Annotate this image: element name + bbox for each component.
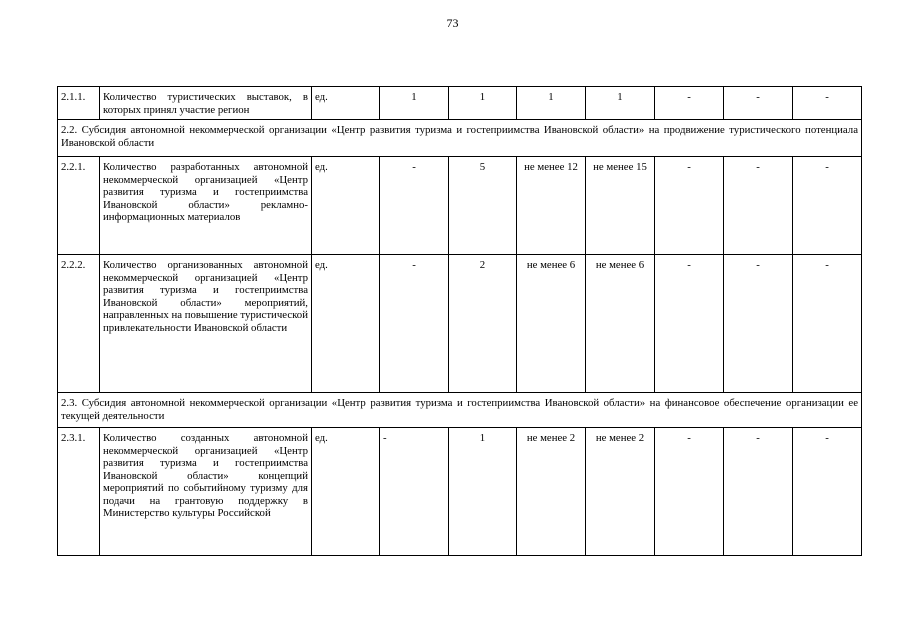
value-cell: 1 (586, 87, 655, 120)
section-row (58, 393, 862, 428)
value-cell: - (724, 428, 793, 556)
value-cell: - (793, 87, 862, 120)
value-cell: 1 (380, 87, 449, 120)
unit-cell: ед. (312, 255, 380, 393)
row-number: 2.2.1. (58, 157, 100, 255)
section-row (58, 120, 862, 157)
value-cell: 5 (449, 157, 517, 255)
row-number: 2.2.2. (58, 255, 100, 393)
value-cell: - (724, 87, 793, 120)
unit-cell: ед. (312, 428, 380, 556)
value-cell: не менее 6 (586, 255, 655, 393)
value-cell: - (793, 428, 862, 556)
value-cell: - (724, 157, 793, 255)
table-row (58, 428, 862, 556)
value-cell: не менее 15 (586, 157, 655, 255)
value-cell: 1 (449, 428, 517, 556)
section-heading: 2.2. Субсидия автономной некоммерческой организации «Центр развития туризма и гостеприимства Ивановской области» на продвижение туристического потенциала Ивановской области (58, 120, 862, 157)
page-number: 73 (446, 16, 459, 30)
section-heading: 2.3. Субсидия автономной некоммерческой организации «Центр развития туризма и гостеприимства Ивановской области» на финансовое обеспечение организации ее текущей деятельности (58, 393, 862, 428)
table-row (58, 87, 862, 120)
value-cell: - (655, 87, 724, 120)
value-cell: 1 (517, 87, 586, 120)
value-cell: - (724, 255, 793, 393)
value-cell: - (380, 255, 449, 393)
value-cell: - (655, 157, 724, 255)
value-cell: 2 (449, 255, 517, 393)
value-cell: - (655, 428, 724, 556)
row-number: 2.3.1. (58, 428, 100, 556)
value-cell: - (380, 428, 449, 556)
indicator-name: Количество созданных автономной некоммерческой организацией «Центр развития туризма и гостеприимства Ивановской области» концепций мероприятий по событийному туризму для подачи на грантовую поддержку в Министерство культуры Российской (100, 428, 312, 556)
value-cell: не менее 2 (586, 428, 655, 556)
table-row (58, 157, 862, 255)
value-cell: - (793, 255, 862, 393)
value-cell: 1 (449, 87, 517, 120)
indicator-name: Количество разработанных автономной некоммерческой организацией «Центр развития туризма и гостеприимства Ивановской области» рекламно-информационных материалов (100, 157, 312, 255)
unit-cell: ед. (312, 87, 380, 120)
value-cell: - (793, 157, 862, 255)
unit-cell: ед. (312, 157, 380, 255)
row-number: 2.1.1. (58, 87, 100, 120)
value-cell: - (380, 157, 449, 255)
table-row (58, 255, 862, 393)
value-cell: не менее 6 (517, 255, 586, 393)
value-cell: не менее 12 (517, 157, 586, 255)
value-cell: не менее 2 (517, 428, 586, 556)
indicators-table (57, 86, 862, 556)
indicator-name: Количество организованных автономной некоммерческой организацией «Центр развития туризма и гостеприимства Ивановской области» мероприятий, направленных на повышение туристической привлекательности Ивановской области (100, 255, 312, 393)
value-cell: - (655, 255, 724, 393)
indicator-name: Количество туристических выставок, в которых принял участие регион (100, 87, 312, 120)
